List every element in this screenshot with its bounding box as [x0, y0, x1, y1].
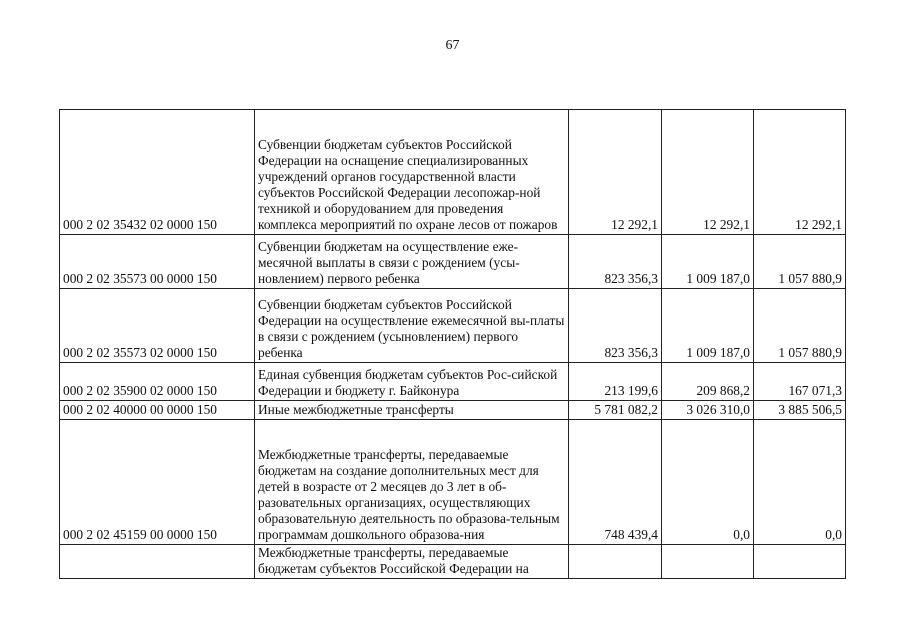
- value-col3: 1 057 880,9: [754, 235, 846, 289]
- value-col3: 1 057 880,9: [754, 289, 846, 363]
- value-col1: 5 781 082,2: [569, 401, 662, 420]
- value-col3: 12 292,1: [754, 110, 846, 235]
- table-row: [60, 401, 846, 420]
- description-cell: Иные межбюджетные трансферты: [255, 401, 569, 420]
- description-cell: Субвенции бюджетам на осуществление еже-месячной выплаты в связи с рождением (усы-новлением) первого ребенка: [255, 235, 569, 289]
- description-cell: Единая субвенция бюджетам субъектов Рос-сийской Федерации и бюджету г. Байконура: [255, 363, 569, 401]
- description-cell: Субвенции бюджетам субъектов Российской Федерации на осуществление ежемесячной вы-платы в связи с рождением (усыновлением) первого ребенка: [255, 289, 569, 363]
- value-col3: 0,0: [754, 420, 846, 545]
- value-col1: [569, 545, 662, 579]
- value-col1: 823 356,3: [569, 235, 662, 289]
- table-row: [60, 420, 846, 545]
- value-col1: 748 439,4: [569, 420, 662, 545]
- table-row: [60, 289, 846, 363]
- value-col2: [662, 545, 754, 579]
- value-col3: 167 071,3: [754, 363, 846, 401]
- budget-code: 000 2 02 35573 02 0000 150: [60, 289, 255, 363]
- table-row: [60, 363, 846, 401]
- budget-code: 000 2 02 35900 02 0000 150: [60, 363, 255, 401]
- budget-code: 000 2 02 35432 02 0000 150: [60, 110, 255, 235]
- value-col2: 1 009 187,0: [662, 235, 754, 289]
- budget-code: 000 2 02 35573 00 0000 150: [60, 235, 255, 289]
- value-col1: 12 292,1: [569, 110, 662, 235]
- value-col2: 0,0: [662, 420, 754, 545]
- budget-code: 000 2 02 40000 00 0000 150: [60, 401, 255, 420]
- value-col1: 213 199,6: [569, 363, 662, 401]
- value-col2: 3 026 310,0: [662, 401, 754, 420]
- budget-table: [59, 109, 846, 579]
- table-row: [60, 545, 846, 579]
- table-row: [60, 235, 846, 289]
- value-col2: 209 868,2: [662, 363, 754, 401]
- description-cell: Межбюджетные трансферты, передаваемые бюджетам субъектов Российской Федерации на: [255, 545, 569, 579]
- budget-code: 000 2 02 45159 00 0000 150: [60, 420, 255, 545]
- budget-code: [60, 545, 255, 579]
- description-cell: Межбюджетные трансферты, передаваемые бюджетам на создание дополнительных мест для детей в возрасте от 2 месяцев до 3 лет в об-разовательных организациях, осуществляющих образовательную деятельность по образова-тельным программам дошкольного образова-ния: [255, 420, 569, 545]
- value-col2: 12 292,1: [662, 110, 754, 235]
- description-cell: Субвенции бюджетам субъектов Российской Федерации на оснащение специализированных учреждений органов государственной власти субъектов Российской Федерации лесопожар-ной техникой и оборудованием для проведения комплекса мероприятий по охране лесов от пожаров: [255, 110, 569, 235]
- value-col1: 823 356,3: [569, 289, 662, 363]
- value-col3: 3 885 506,5: [754, 401, 846, 420]
- value-col2: 1 009 187,0: [662, 289, 754, 363]
- page-number: 67: [445, 38, 460, 53]
- value-col3: [754, 545, 846, 579]
- table-row: [60, 110, 846, 235]
